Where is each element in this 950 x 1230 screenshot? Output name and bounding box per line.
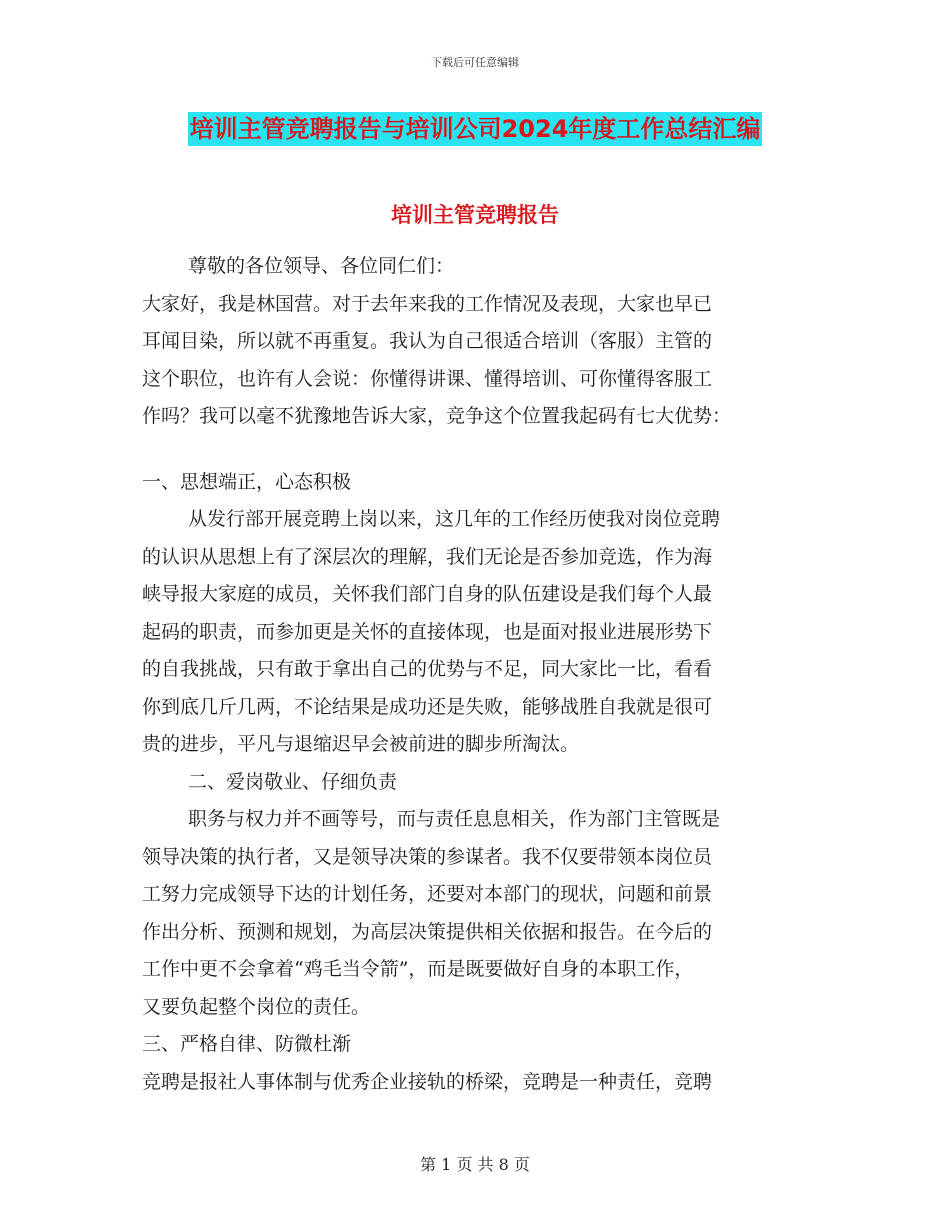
- paragraph-line: 耳闻目染，所以就不再重复。我认为自己很适合培训（客服）主管的: [142, 330, 713, 352]
- paragraph-line: 职务与权力并不画等号，而与责任息息相关，作为部门主管既是: [188, 808, 721, 830]
- paragraph-line: 起码的职责，而参加更是关怀的直接体现，也是面对报业进展形势下: [142, 620, 713, 643]
- section-heading-2: 二、爱岗敬业、仔细负责: [188, 770, 398, 793]
- paragraph-line: 工努力完成领导下达的计划任务，还要对本部门的现状，问题和前景: [142, 883, 713, 905]
- paragraph-line: 作出分析、预测和规划，为高层决策提供相关依据和报告。在今后的: [142, 920, 713, 943]
- paragraph-line: 又要负起整个岗位的责任。: [142, 995, 371, 1018]
- section-heading-3: 三、严格自律、防微杜渐: [142, 1033, 352, 1055]
- paragraph-line: 作吗？我可以毫不犹豫地告诉大家，竞争这个位置我起码有七大优势：: [142, 405, 732, 427]
- paragraph-line: 的认识从思想上有了深层次的理解，我们无论是否参加竞选，作为海: [142, 545, 713, 568]
- paragraph-gap: [142, 436, 812, 464]
- paragraph-line: 峡导报大家庭的成员，关怀我们部门自身的队伍建设是我们每个人最: [142, 583, 713, 605]
- paragraph-line: 贵的进步，平凡与退缩迟早会被前进的脚步所淘汰。: [142, 733, 580, 755]
- salutation-line: 尊敬的各位领导、各位同仁们：: [188, 255, 455, 277]
- paragraph-line: 领导决策的执行者，又是领导决策的参谋者。我不仅要带领本岗位员: [142, 845, 713, 868]
- paragraph-line: 从发行部开展竞聘上岗以来，这几年的工作经历使我对岗位竞聘: [188, 508, 721, 530]
- body-text: [142, 248, 812, 1101]
- section-heading-1: 一、思想端正，心态积极: [142, 470, 352, 493]
- main-title-wrap: [0, 112, 950, 146]
- paragraph-line: 工作中更不会拿着“鸡毛当令箭”，而是既要做好自身的本职工作，: [142, 958, 694, 980]
- paragraph-line: 竞聘是报社人事体制与优秀企业接轨的桥梁，竞聘是一种责任，竞聘: [142, 1070, 713, 1093]
- page-footer: 第 1 页 共 8 页: [420, 1155, 530, 1174]
- paragraph-line: 的自我挑战，只有敢于拿出自己的优势与不足，同大家比一比，看看: [142, 658, 713, 680]
- paragraph-line: 大家好，我是林国营。对于去年来我的工作情况及表现，大家也早已: [142, 292, 713, 315]
- main-title: 培训主管竞聘报告与培训公司2024年度工作总结汇编: [188, 112, 763, 146]
- paragraph-line: 这个职位，也许有人会说：你懂得讲课、懂得培训、可你懂得客服工: [142, 367, 713, 390]
- page-header-note: 下载后可任意编辑: [431, 56, 519, 69]
- paragraph-line: 你到底几斤几两，不论结果是成功还是失败，能够战胜自我就是很可: [142, 695, 713, 718]
- section-title: 培训主管竞聘报告: [391, 203, 559, 227]
